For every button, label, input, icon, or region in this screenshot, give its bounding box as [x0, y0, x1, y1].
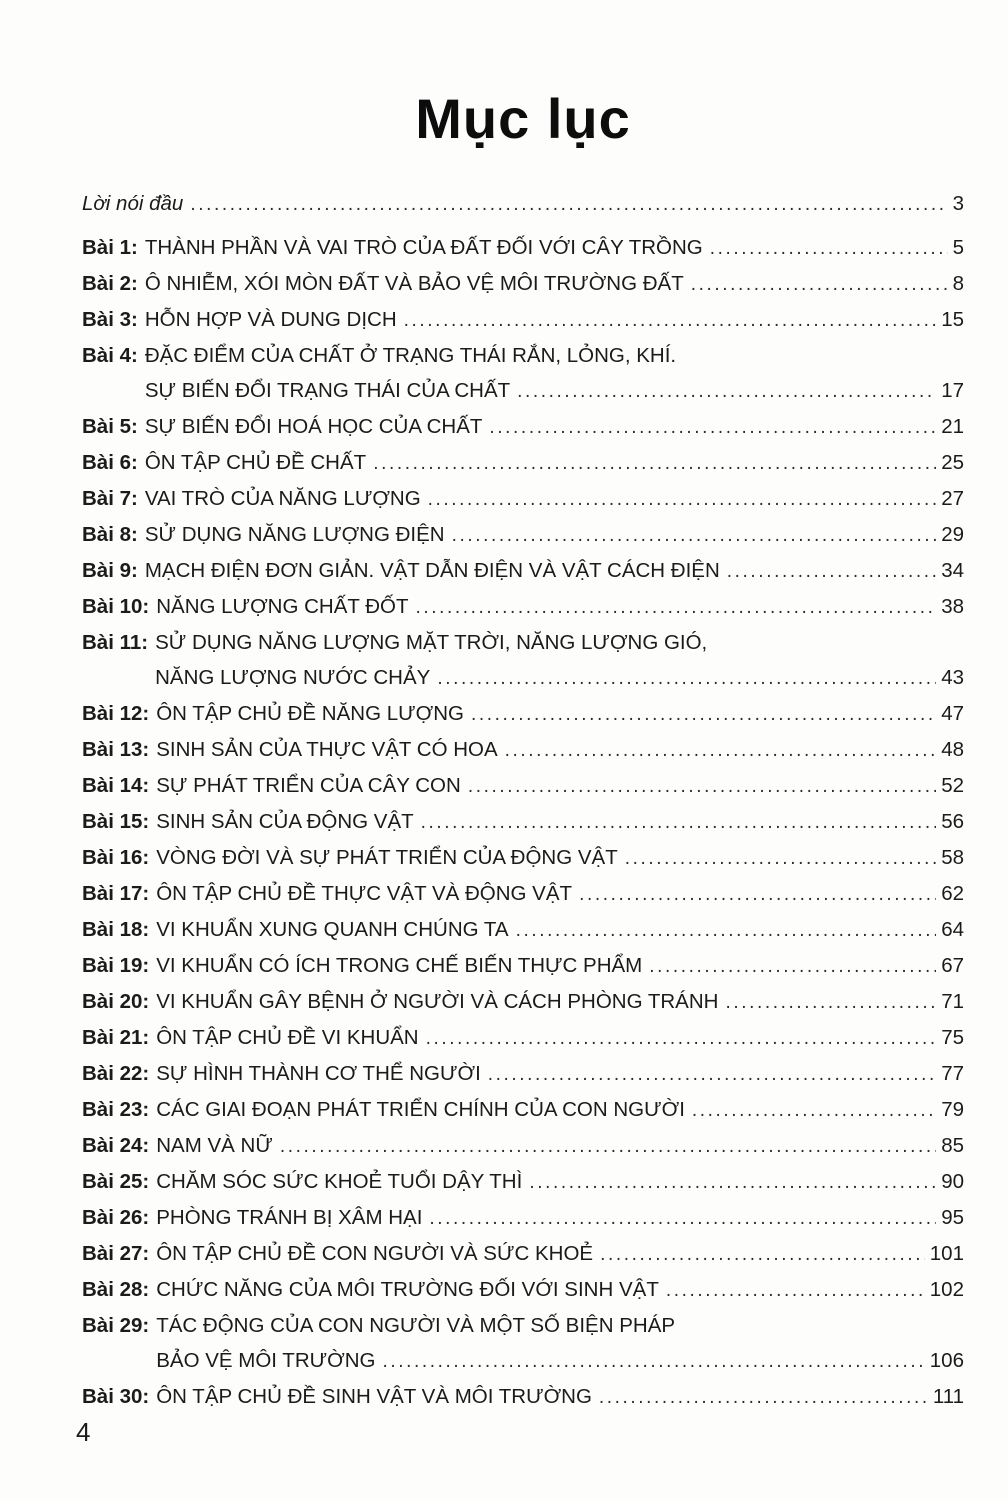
dot-leader — [404, 308, 937, 333]
toc-row — [82, 1134, 964, 1159]
toc-entry-label: Bài 26: — [82, 1205, 150, 1229]
toc-entry-title: SINH SẢN CỦA ĐỘNG VẬT — [156, 809, 414, 833]
toc-row — [82, 1206, 964, 1231]
toc-row — [82, 666, 964, 691]
toc-entry-page: 67 — [941, 953, 964, 977]
toc-entry-title: VI KHUẨN CÓ ÍCH TRONG CHẾ BIẾN THỰC PHẨM — [156, 953, 643, 977]
toc-row — [82, 1062, 964, 1087]
dot-leader — [649, 954, 936, 979]
toc-entry-page: 43 — [941, 665, 964, 689]
toc-entry-title: ÔN TẬP CHỦ ĐỀ SINH VẬT VÀ MÔI TRƯỜNG — [156, 1384, 592, 1408]
toc-entry-label: Bài 18: — [82, 917, 150, 941]
toc-entry-title: NAM VÀ NỮ — [156, 1133, 273, 1157]
dot-leader — [516, 918, 937, 943]
toc-entry-label: Bài 3: — [82, 307, 138, 331]
toc-entry-label: Bài 21: — [82, 1025, 150, 1049]
toc-entry-label: Bài 4: — [82, 343, 138, 367]
toc-entry-title: VÒNG ĐỜI VÀ SỰ PHÁT TRIỂN CỦA ĐỘNG VẬT — [156, 845, 618, 869]
toc-entry-title: SINH SẢN CỦA THỰC VẬT CÓ HOA — [156, 737, 498, 761]
toc-entry-title: Lời nói đầu — [82, 191, 184, 215]
toc-entry-page: 47 — [941, 701, 964, 725]
toc-row — [82, 1170, 964, 1195]
dot-leader — [625, 846, 936, 871]
toc-entry-page: 3 — [952, 191, 964, 215]
toc-entry-page: 15 — [941, 307, 964, 331]
toc-entry-label: Bài 25: — [82, 1169, 150, 1193]
toc-entry-page: 8 — [952, 271, 964, 295]
toc-row — [82, 1314, 964, 1338]
dot-leader — [599, 1385, 928, 1410]
toc-row — [82, 415, 964, 440]
toc-row — [82, 1026, 964, 1051]
toc-entry-title: SỬ DỤNG NĂNG LƯỢNG MẶT TRỜI, NĂNG LƯỢNG GIÓ, — [155, 630, 708, 654]
toc-entry-label: Bài 28: — [82, 1277, 150, 1301]
toc-entry-title: SỰ BIẾN ĐỔI TRẠNG THÁI CỦA CHẤT — [144, 378, 511, 402]
toc-entry-page: 48 — [941, 737, 964, 761]
toc-entry-page: 17 — [941, 378, 964, 402]
toc-entry-page: 62 — [941, 881, 964, 905]
toc-entry-title: ÔN TẬP CHỦ ĐỀ THỰC VẬT VÀ ĐỘNG VẬT — [156, 881, 573, 905]
toc-entry-label: Bài 15: — [82, 809, 150, 833]
toc-entry-label: Bài 9: — [82, 558, 138, 582]
dot-leader — [426, 1026, 937, 1051]
toc-row — [82, 272, 964, 297]
toc-entry-label: Bài 20: — [82, 989, 150, 1013]
toc-entry-page: 38 — [941, 594, 964, 618]
toc-row — [82, 1242, 964, 1267]
toc-entry-page: 106 — [929, 1348, 964, 1372]
dot-leader — [691, 272, 948, 297]
toc-entry-title: Ô NHIỄM, XÓI MÒN ĐẤT VÀ BẢO VỆ MÔI TRƯỜNG ĐẤT — [144, 271, 684, 295]
toc-entry-page: 64 — [941, 917, 964, 941]
toc-entry-title: VI KHUẨN XUNG QUANH CHÚNG TA — [156, 917, 509, 941]
toc-entry-title: SỰ HÌNH THÀNH CƠ THỂ NGƯỜI — [156, 1061, 481, 1085]
toc-entry-label: Bài 30: — [82, 1384, 150, 1408]
toc-row — [82, 954, 964, 979]
toc-row — [82, 774, 964, 799]
dot-leader — [517, 379, 936, 404]
toc-row — [82, 595, 964, 620]
toc-row — [82, 379, 964, 404]
toc-entry-label: Bài 14: — [82, 773, 150, 797]
toc-entry-label: Bài 1: — [82, 235, 138, 259]
dot-leader — [373, 451, 936, 476]
toc-row — [82, 1385, 964, 1410]
dot-leader — [382, 1349, 924, 1374]
toc-entry-label: Bài 22: — [82, 1061, 150, 1085]
toc-entry-page: 5 — [952, 235, 964, 259]
toc-entry-page: 85 — [941, 1133, 964, 1157]
toc-row — [82, 1278, 964, 1303]
toc-entry-label: Bài 19: — [82, 953, 150, 977]
toc-entry-page: 90 — [941, 1169, 964, 1193]
toc-row — [82, 738, 964, 763]
dot-leader — [416, 595, 937, 620]
toc-entry-title: PHÒNG TRÁNH BỊ XÂM HẠI — [156, 1205, 423, 1229]
toc-row — [82, 1098, 964, 1123]
dot-leader — [666, 1278, 925, 1303]
toc-entry-label: Bài 27: — [82, 1241, 150, 1265]
toc-row — [82, 810, 964, 835]
dot-leader — [428, 487, 937, 512]
dot-leader — [710, 236, 948, 261]
toc-entry-title: NĂNG LƯỢNG NƯỚC CHẢY — [155, 665, 431, 689]
toc-entry-title: ÔN TẬP CHỦ ĐỀ CON NGƯỜI VÀ SỨC KHOẺ — [156, 1241, 594, 1265]
footer-page-number: 4 — [76, 1417, 91, 1447]
toc-row — [82, 344, 964, 368]
dot-leader — [692, 1098, 936, 1123]
toc-entry-title: THÀNH PHẦN VÀ VAI TRÒ CỦA ĐẤT ĐỐI VỚI CÂY TRỒNG — [144, 235, 703, 259]
dot-leader — [489, 415, 936, 440]
toc-entry-label: Bài 11: — [82, 630, 149, 654]
page-title: Mục lục — [415, 87, 631, 150]
dot-leader — [600, 1242, 925, 1267]
table-of-contents — [82, 192, 964, 1410]
toc-entry-label: Bài 17: — [82, 881, 150, 905]
toc-entry-label: Bài 8: — [82, 522, 138, 546]
toc-entry-page: 29 — [941, 522, 964, 546]
toc-entry-title: SỰ PHÁT TRIỂN CỦA CÂY CON — [156, 773, 461, 797]
toc-row — [82, 702, 964, 727]
toc-entry-label: Bài 2: — [82, 271, 138, 295]
dot-leader — [421, 810, 937, 835]
toc-entry-label: Bài 23: — [82, 1097, 150, 1121]
toc-entry-title: CÁC GIAI ĐOẠN PHÁT TRIỂN CHÍNH CỦA CON NGƯỜI — [156, 1097, 685, 1121]
toc-entry-page: 34 — [941, 558, 964, 582]
toc-entry-label: Bài 6: — [82, 450, 138, 474]
toc-entry-title: BẢO VỆ MÔI TRƯỜNG — [156, 1348, 376, 1372]
toc-entry-page: 75 — [941, 1025, 964, 1049]
toc-row — [82, 451, 964, 476]
toc-entry-title: HỖN HỢP VÀ DUNG DỊCH — [144, 307, 397, 331]
dot-leader — [727, 559, 936, 584]
toc-row — [82, 882, 964, 907]
toc-entry-label: Bài 29: — [82, 1313, 150, 1337]
dot-leader — [468, 774, 936, 799]
toc-entry-title: SỰ BIẾN ĐỔI HOÁ HỌC CỦA CHẤT — [144, 414, 483, 438]
toc-entry-page: 27 — [941, 486, 964, 510]
toc-entry-label: Bài 7: — [82, 486, 138, 510]
toc-row — [82, 559, 964, 584]
toc-entry-title: VAI TRÒ CỦA NĂNG LƯỢNG — [144, 486, 421, 510]
toc-row — [82, 990, 964, 1015]
dot-leader — [429, 1206, 936, 1231]
toc-entry-label: Bài 13: — [82, 737, 150, 761]
toc-row — [82, 523, 964, 548]
toc-row — [82, 308, 964, 333]
toc-entry-page: 102 — [929, 1277, 964, 1301]
toc-row — [82, 846, 964, 871]
toc-entry-label: Bài 24: — [82, 1133, 150, 1157]
toc-entry-title: ÔN TẬP CHỦ ĐỀ CHẤT — [144, 450, 367, 474]
toc-row — [82, 487, 964, 512]
toc-row — [82, 631, 964, 655]
toc-entry-page: 25 — [941, 450, 964, 474]
toc-entry-page: 56 — [941, 809, 964, 833]
dot-leader — [505, 738, 937, 763]
toc-entry-page: 71 — [941, 989, 964, 1013]
toc-entry-page: 101 — [929, 1241, 964, 1265]
toc-entry-title: ÔN TẬP CHỦ ĐỀ NĂNG LƯỢNG — [156, 701, 464, 725]
toc-entry-page: 21 — [941, 414, 964, 438]
toc-row — [82, 918, 964, 943]
toc-entry-page: 95 — [941, 1205, 964, 1229]
toc-entry-label: Bài 10: — [82, 594, 150, 618]
toc-entry-label: Bài 5: — [82, 414, 138, 438]
toc-entry-title: VI KHUẨN GÂY BỆNH Ở NGƯỜI VÀ CÁCH PHÒNG TRÁNH — [156, 989, 719, 1013]
toc-entry-label: Bài 16: — [82, 845, 150, 869]
dot-leader — [725, 990, 936, 1015]
toc-entry-title: TÁC ĐỘNG CỦA CON NGƯỜI VÀ MỘT SỐ BIỆN PHÁP — [156, 1313, 676, 1337]
toc-row — [82, 192, 964, 217]
toc-entry-title: NĂNG LƯỢNG CHẤT ĐỐT — [156, 594, 409, 618]
dot-leader — [529, 1170, 936, 1195]
dot-leader — [437, 666, 936, 691]
dot-leader — [488, 1062, 936, 1087]
toc-row — [82, 236, 964, 261]
toc-entry-page: 52 — [941, 773, 964, 797]
toc-entry-title: ĐẶC ĐIỂM CỦA CHẤT Ở TRẠNG THÁI RẮN, LỎNG, KHÍ. — [144, 343, 677, 367]
toc-entry-page: 111 — [932, 1384, 964, 1408]
toc-entry-title: ÔN TẬP CHỦ ĐỀ VI KHUẨN — [156, 1025, 419, 1049]
dot-leader — [190, 192, 947, 217]
dot-leader — [280, 1134, 936, 1159]
toc-entry-label: Bài 12: — [82, 701, 150, 725]
toc-entry-page: 58 — [941, 845, 964, 869]
toc-row — [82, 1349, 964, 1374]
toc-entry-page: 79 — [941, 1097, 964, 1121]
dot-leader — [452, 523, 937, 548]
dot-leader — [579, 882, 936, 907]
toc-entry-title: CHỨC NĂNG CỦA MÔI TRƯỜNG ĐỐI VỚI SINH VẬT — [156, 1277, 659, 1301]
toc-entry-title: SỬ DỤNG NĂNG LƯỢNG ĐIỆN — [144, 522, 445, 546]
toc-entry-title: CHĂM SÓC SỨC KHOẺ TUỔI DẬY THÌ — [156, 1169, 523, 1193]
dot-leader — [471, 702, 936, 727]
toc-entry-page: 77 — [941, 1061, 964, 1085]
toc-entry-title: MẠCH ĐIỆN ĐƠN GIẢN. VẬT DẪN ĐIỆN VÀ VẬT CÁCH ĐIỆN — [144, 558, 720, 582]
